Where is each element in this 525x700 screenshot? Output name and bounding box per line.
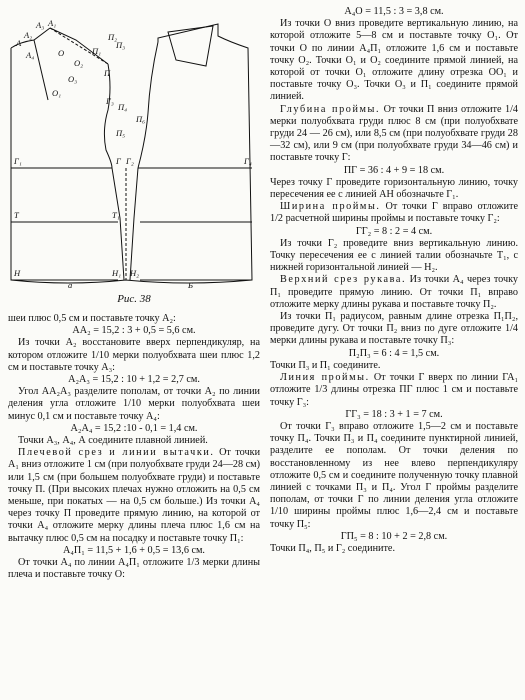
front-outline bbox=[140, 24, 252, 280]
formula-line bbox=[270, 531, 518, 543]
label-a1: А₁ bbox=[48, 18, 57, 28]
formula-line bbox=[270, 226, 518, 238]
paragraph-text: От точки Г вверх по линии ГА₁ отложите 1/3 длины отрезка ПГ плюс 1 см и поставьте точку Г₃: bbox=[270, 372, 518, 408]
back-armhole-line bbox=[104, 64, 112, 168]
paragraph bbox=[270, 543, 518, 555]
paragraph-text: Угол АА₂А₃ разделите пополам, от точки А₂ по линии деления угла отложите 1/10 мерки полуобхвата шеи минус 0,1 см и поставьте точку А₄: bbox=[8, 386, 260, 422]
formula-text: А₂А₄ = 15,2 :10 - 0,1 = 1,4 см. bbox=[70, 422, 198, 434]
back-outline bbox=[11, 48, 118, 280]
label-a-small: а bbox=[68, 280, 73, 290]
label-p4: П₄ bbox=[118, 102, 128, 112]
label-h1: Н₁ bbox=[112, 268, 122, 278]
paragraph bbox=[270, 238, 518, 275]
paragraph bbox=[270, 372, 518, 409]
label-p6: П₆ bbox=[136, 114, 146, 124]
formula-text: А₂А₃ = 15,2 : 10 + 1,2 = 2,7 см. bbox=[68, 374, 200, 386]
side-seam-right bbox=[130, 168, 138, 280]
label-g: Г bbox=[116, 156, 121, 166]
paragraph-text: Из точки О вниз проведите вертикальную линию, на которой отложите 5—8 см и поставьте точку О₁. От точки О по линии А₄П₁ отложите 1,6 см и поставьте точку О₂. Точки О₁ и О₂ соедините прямой линией, на которой от точки О₁ отложите длину отрезка ОО₁ и поставьте точку О₃. Точки О₃ и П₁ соедините прямой линией. bbox=[270, 18, 518, 103]
label-o1: О₁ bbox=[52, 88, 62, 98]
label-h: Н bbox=[14, 268, 21, 278]
label-p: П bbox=[104, 68, 111, 78]
formula-text: П₂П₃ = 6 : 4 = 1,5 см. bbox=[348, 347, 440, 359]
formula-line bbox=[8, 325, 260, 337]
paragraph-text: шеи плюс 0,5 см и поставьте точку А₂: bbox=[8, 313, 176, 324]
paragraph-text: От точки Г₃ вправо отложите 1,5—2 см и поставьте точку П₄. Точки П₃ и П₄ соедините пунктирной линией, разделите ее пополам. От точки деления по восстановленному из нее влево перпендикуляру отложите 0,5 см и соедините полученную точку плавной линией с точками П₃ и П₄. Угол Г проймы разделите пополам, от точки Г по линии деления угла отложите 1/10 ширины проймы плюс 1,6—2,4 см и поставьте точку П₅: bbox=[270, 420, 518, 530]
formula-line bbox=[270, 348, 518, 360]
paragraph-text: От точки А₁ вниз отложите 1 см (при полуобхвате груди 24—28 см) или 1,5 см (при большем полуобхвате груди) и поставьте точку П. (При высоких плечах нужно отложить на 0,5 см меньше, при покатых — на 0,5 см больше.) Из точки А₄ через точку П проведите прямую линию, на которой от точки А₄ отложите мерку длины плеча плюс 1,6 см на вытачку плюс 0,5 см на посадку и поставьте точку П₁: bbox=[8, 447, 261, 544]
paragraph bbox=[8, 337, 260, 374]
paragraph bbox=[8, 435, 260, 447]
formula-text: АА₂ = 15,2 : 3 + 0,5 = 5,6 см. bbox=[72, 325, 196, 337]
formula-text: А₄О = 11,5 : 3 = 3,8 см. bbox=[344, 6, 444, 17]
formula-text: ГП₅ = 8 : 10 + 2 = 2,8 см. bbox=[340, 530, 448, 542]
label-h2: Н₂ bbox=[130, 268, 140, 278]
front-dart-line bbox=[168, 26, 213, 66]
label-p1: П₁ bbox=[92, 46, 102, 56]
formula-text: А₄П₁ = 11,5 + 1,6 + 0,5 = 13,6 см. bbox=[63, 544, 205, 556]
side-seam-left bbox=[112, 168, 124, 280]
formula-line bbox=[8, 423, 260, 435]
label-o2: О₂ bbox=[74, 58, 84, 68]
dart-guide bbox=[34, 40, 48, 100]
paragraph bbox=[270, 311, 518, 348]
paragraph-heading: Верхний срез рукава. bbox=[280, 274, 407, 286]
paragraph bbox=[270, 18, 518, 103]
paragraph bbox=[8, 447, 260, 545]
paragraph-text: Из точки Г₂ проведите вниз вертикальную линию. Точку пересечения ее с линией талии обозначьте Т₁, с нижней горизонтальной линией — Н₂. bbox=[270, 237, 518, 274]
paragraph bbox=[270, 274, 518, 311]
front-armhole-line bbox=[138, 42, 158, 168]
paragraph-text: Точки П₄, П₅ и Г₂ соедините. bbox=[270, 542, 395, 554]
label-o: О bbox=[58, 48, 65, 58]
label-p2: П₂ bbox=[108, 32, 118, 42]
paragraph-text: От точки Г вправо отложите 1/2 расчетной ширины проймы и поставьте точку Г₂: bbox=[270, 201, 518, 225]
label-g1: Г₁ bbox=[14, 156, 22, 166]
left-text-column bbox=[8, 313, 260, 581]
label-a: А bbox=[16, 38, 22, 48]
paragraph-heading: Глубина проймы. bbox=[280, 103, 381, 115]
formula-text: ГГ₂ = 8 : 2 = 4 см. bbox=[355, 225, 433, 237]
paragraph bbox=[8, 386, 260, 423]
pattern-drawing-svg bbox=[8, 18, 260, 290]
paragraph-text: Из точки А₂ восстановите вверх перпендикуляр, на котором отложите 1/10 мерки полуобхвата шеи плюс 1,2 см и поставьте точку А₃: bbox=[8, 337, 260, 373]
formula-text: ПГ = 36 : 4 + 9 = 18 см. bbox=[343, 164, 445, 176]
right-text-column bbox=[270, 6, 518, 555]
formula-line bbox=[270, 6, 518, 18]
label-g4: Г₄ bbox=[244, 156, 252, 166]
formula-text: ГГ₃ = 18 : 3 + 1 = 7 см. bbox=[345, 408, 443, 420]
paragraph-text: Точки П₃ и П₁ соедините. bbox=[270, 359, 381, 371]
paragraph-text: Из точки А₄ через точку П₁ проведите прямую линию. От точки П₁ вправо отложите мерку длины рукава и поставьте точку П₂. bbox=[270, 274, 519, 310]
paragraph bbox=[270, 421, 518, 531]
paragraph-text: От точки П вниз отложите 1/4 мерки полуобхвата груди плюс 8 см (при полуобхвате груди 24 — 26 см), или 8,5 см (при полуобхвате груди 28—32 см), или 9 см (при полуобхвате груди 34—46 см) и поставьте точку Г: bbox=[270, 103, 518, 164]
paragraph bbox=[270, 104, 518, 165]
formula-line bbox=[270, 409, 518, 421]
paragraph-text: Точки А₃, А₄, А соедините плавной линией. bbox=[18, 435, 208, 447]
paragraph bbox=[8, 313, 260, 325]
paragraph-text: Из точки П₁ радиусом, равным длине отрезка П₁П₂, проведите дугу. От точки П₂ вниз по дуге отложите 1/4 мерки длины рукава и поставьте точку П₃: bbox=[270, 311, 518, 347]
paragraph-text: От точки А₄ по линии А₄П₁ отложите 1/3 мерки длины плеча и поставьте точку О: bbox=[8, 557, 260, 581]
formula-line bbox=[8, 545, 260, 557]
label-a3: А₃ bbox=[36, 20, 45, 30]
paragraph bbox=[270, 201, 518, 225]
paragraph-heading: Линия проймы. bbox=[280, 372, 370, 384]
formula-line bbox=[270, 165, 518, 177]
label-p3: П₃ bbox=[116, 40, 126, 50]
label-t1: Т₁ bbox=[112, 210, 120, 220]
label-p5: П₅ bbox=[116, 128, 126, 138]
label-b: Б bbox=[188, 280, 194, 290]
label-o3: О₃ bbox=[68, 74, 78, 84]
paragraph bbox=[270, 177, 518, 201]
paragraph-heading: Плечевой срез и линии вытачки. bbox=[18, 447, 215, 459]
label-g2: Г₂ bbox=[126, 156, 134, 166]
pattern-drawing bbox=[8, 18, 260, 290]
figure-caption: Рис. 38 bbox=[117, 293, 151, 305]
paragraph bbox=[8, 557, 260, 581]
formula-line bbox=[8, 374, 260, 386]
label-a4: А₄ bbox=[26, 50, 35, 60]
paragraph bbox=[270, 360, 518, 372]
label-g3: Г₃ bbox=[106, 96, 114, 106]
label-a2: А₂ bbox=[24, 30, 33, 40]
paragraph-heading: Ширина проймы. bbox=[280, 201, 381, 213]
label-t: Т bbox=[14, 210, 19, 220]
paragraph-text: Через точку Г проведите горизонтальную линию, точку пересечения ее с линией АН обозначьте Г₁. bbox=[270, 176, 518, 201]
